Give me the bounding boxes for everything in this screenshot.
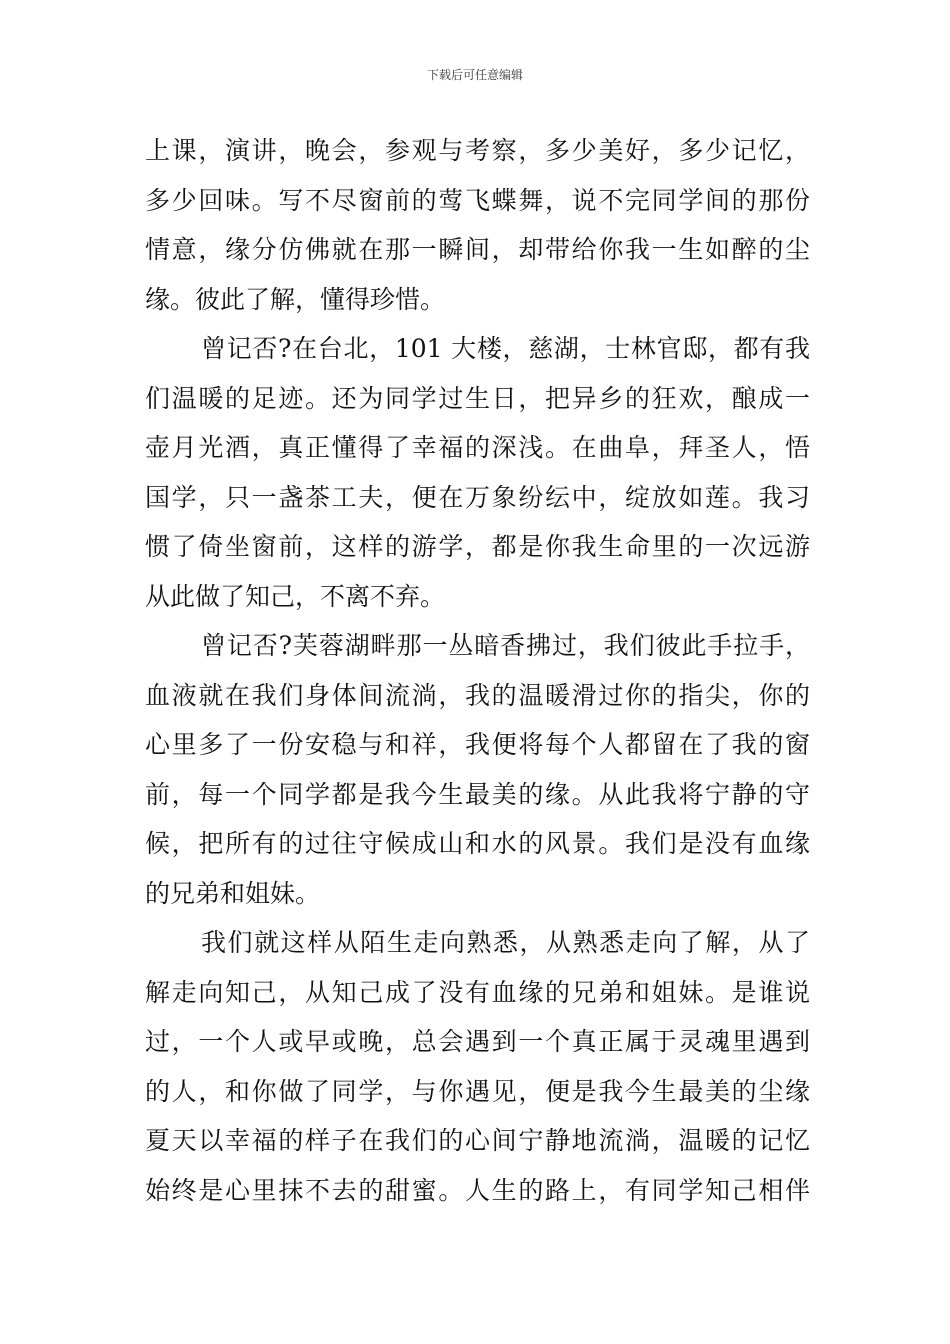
text-line: 的兄弟和姐妹。 [145, 878, 321, 908]
text-line: 多少回味。写不尽窗前的莺飞蝶舞，说不完同学间的那份 [145, 185, 810, 215]
text-line: 我们就这样从陌生走向熟悉，从熟悉走向了解，从了 [201, 928, 810, 957]
text-line: 从此做了知己，不离不弃。 [145, 581, 446, 611]
text-line: 的人，和你做了同学，与你遇见，便是我今生最美的尘缘 [145, 1076, 810, 1106]
text-line: 缘。彼此了解，懂得珍惜。 [145, 284, 446, 314]
text-line: 上课，演讲，晚会，参观与考察，多少美好，多少记忆， [145, 136, 810, 165]
text-line: 前，每一个同学都是我今生最美的缘。从此我将宁静的守 [145, 779, 810, 809]
text-line: 国学，只一盏茶工夫，便在万象纷纭中，绽放如莲。我习 [145, 482, 810, 512]
text-line: 惯了倚坐窗前，这样的游学，都是你我生命里的一次远游 [145, 532, 810, 561]
text-line: 情意，缘分仿佛就在那一瞬间，却带给你我一生如醉的尘 [145, 235, 810, 264]
text-line: 曾记否?芙蓉湖畔那一丛暗香拂过，我们彼此手拉手， [201, 631, 810, 660]
text-line: 壶月光酒，真正懂得了幸福的深浅。在曲阜，拜圣人，悟 [145, 433, 810, 462]
text-line: 始终是心里抹不去的甜蜜。人生的路上，有同学知己相伴 [145, 1175, 810, 1205]
text-line: 们温暖的足迹。还为同学过生日，把异乡的狂欢，酿成一 [145, 383, 810, 413]
text-line: 曾记否?在台北，101 大楼，慈湖，士林官邸，都有我 [201, 334, 810, 363]
text-line: 过，一个人或早或晚，总会遇到一个真正属于灵魂里遇到 [145, 1027, 810, 1056]
text-line: 心里多了一份安稳与和祥，我便将每个人都留在了我的窗 [145, 730, 810, 759]
text-line: 解走向知己，从知己成了没有血缘的兄弟和姐妹。是谁说 [145, 977, 810, 1007]
text-line: 血液就在我们身体间流淌，我的温暖滑过你的指尖，你的 [145, 680, 810, 710]
text-line: 夏天以幸福的样子在我们的心间宁静地流淌，温暖的记忆 [145, 1126, 810, 1155]
page-header-note: 下载后可任意编辑 [426, 68, 523, 82]
body-text [145, 126, 810, 1215]
text-line: 候，把所有的过往守候成山和水的风景。我们是没有血缘 [145, 829, 810, 858]
